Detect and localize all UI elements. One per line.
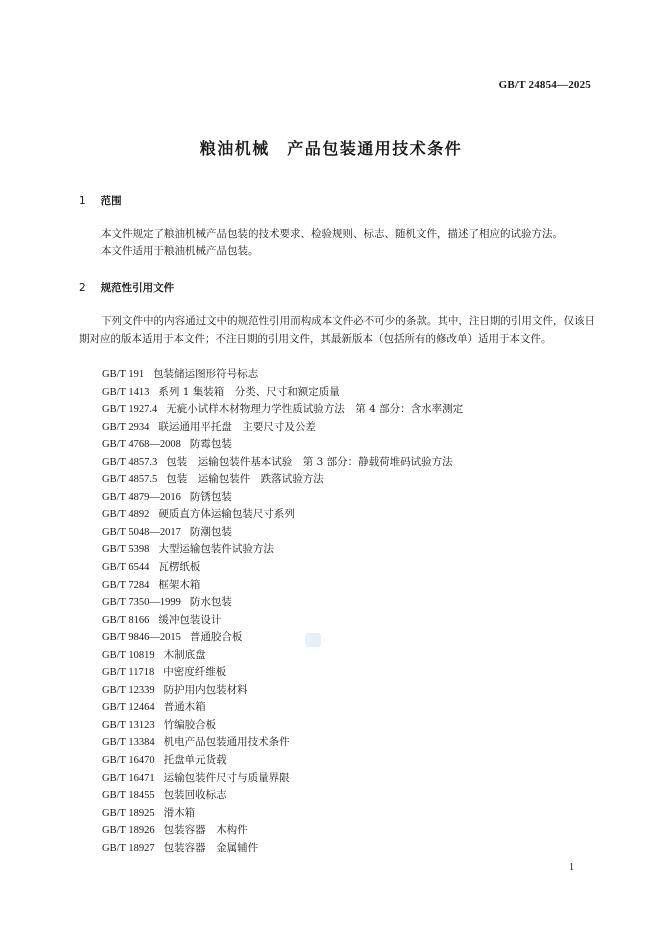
reference-title: 硬质直方体运输包装尺寸系列 — [158, 508, 295, 521]
reference-item — [102, 541, 463, 559]
section-1-title: 范围 — [100, 195, 122, 207]
reference-item — [102, 594, 463, 612]
reference-item — [102, 401, 463, 419]
reference-item — [102, 506, 463, 524]
reference-item — [102, 436, 463, 454]
reference-item — [102, 577, 463, 595]
reference-code: GB/T 13384 — [102, 737, 155, 749]
reference-title: 系列 1 集装箱 分类、尺寸和额定质量 — [158, 385, 340, 398]
reference-title: 中密度纤维板 — [163, 666, 227, 679]
reference-title: 防锈包装 — [189, 490, 232, 503]
standard-code: GB/T 24854—2025 — [498, 79, 591, 91]
reference-code: GB/T 9846—2015 — [102, 632, 181, 644]
reference-code: GB/T 4892 — [102, 509, 150, 521]
reference-item — [102, 717, 463, 735]
reference-title: 滑木箱 — [163, 806, 196, 819]
reference-title: 包装 运输包装件基本试验 第 3 部分：静载荷堆码试验方法 — [166, 455, 453, 468]
reference-item — [102, 524, 463, 542]
page-number: 1 — [569, 862, 574, 873]
reference-code: GB/T 11718 — [102, 667, 155, 679]
reference-code: GB/T 18925 — [102, 807, 155, 819]
reference-item — [102, 647, 463, 665]
reference-title: 大型运输包装件试验方法 — [158, 543, 274, 556]
reference-title: 防水包装 — [189, 596, 232, 609]
reference-list — [102, 366, 463, 857]
reference-code: GB/T 191 — [102, 369, 145, 380]
reference-code: GB/T 13123 — [102, 719, 155, 731]
reference-item — [102, 682, 463, 700]
reference-title: 无疵小试样木材物理力学性质试验方法 第 4 部分：含水率测定 — [166, 403, 464, 416]
reference-code: GB/T 18927 — [102, 842, 155, 854]
reference-title: 普通木箱 — [163, 701, 206, 714]
reference-item — [102, 471, 463, 489]
reference-title: 缓冲包装设计 — [158, 613, 222, 626]
reference-code: GB/T 1413 — [102, 386, 150, 398]
reference-title: 防护用内包装材料 — [163, 683, 248, 696]
reference-code: GB/T 7350—1999 — [102, 597, 181, 609]
reference-item — [102, 734, 463, 752]
reference-item — [102, 664, 463, 682]
reference-title: 木制底盘 — [163, 648, 206, 661]
reference-item — [102, 822, 463, 840]
reference-code: GB/T 12339 — [102, 684, 155, 696]
section-2-title: 规范性引用文件 — [100, 282, 175, 294]
section-2-number: 2 — [79, 282, 86, 294]
reference-code: GB/T 16470 — [102, 755, 155, 767]
reference-code: GB/T 5398 — [102, 544, 150, 556]
reference-title: 包装 运输包装件 跌落试验方法 — [166, 473, 324, 486]
reference-title: 运输包装件尺寸与质量界限 — [163, 771, 290, 784]
reference-title: 联运通用平托盘 主要尺寸及公差 — [158, 420, 316, 433]
reference-item — [102, 384, 463, 402]
reference-title: 瓦楞纸板 — [158, 561, 201, 574]
reference-item — [102, 489, 463, 507]
reference-item — [102, 366, 463, 384]
reference-title: 托盘单元货载 — [163, 754, 227, 767]
reference-code: GB/T 4768—2008 — [102, 439, 181, 451]
reference-title: 包装回收标志 — [163, 789, 227, 802]
reference-code: GB/T 4857.3 — [102, 456, 158, 468]
reference-item — [102, 787, 463, 805]
reference-code: GB/T 7284 — [102, 579, 150, 591]
reference-title: 包装容器 金属辅件 — [163, 841, 259, 854]
reference-title: 竹编胶合板 — [163, 718, 217, 731]
reference-code: GB/T 10819 — [102, 649, 155, 661]
reference-item — [102, 840, 463, 858]
reference-title: 包装储运图形符号标志 — [153, 368, 259, 380]
reference-item — [102, 770, 463, 788]
references-intro: 下列文件中的内容通过文中的规范性引用而构成本文件必不可少的条款。其中，注日期的引用文件，仅该日期对应的版本适用于本文件；不注日期的引用文件，其最新版本（包括所有的修改单）适用于本文件。 — [79, 315, 595, 345]
reference-item — [102, 612, 463, 630]
reference-item — [102, 752, 463, 770]
reference-title: 框架木箱 — [158, 578, 201, 591]
reference-code: GB/T 4879—2016 — [102, 491, 181, 503]
reference-item — [102, 559, 463, 577]
reference-item — [102, 699, 463, 717]
reference-code: GB/T 4857.5 — [102, 474, 158, 486]
reference-code: GB/T 16471 — [102, 772, 155, 784]
reference-item — [102, 805, 463, 823]
reference-title: 机电产品包装通用技术条件 — [163, 736, 290, 749]
section-2-heading — [79, 280, 174, 295]
reference-code: GB/T 18455 — [102, 790, 155, 802]
reference-title: 防潮包装 — [189, 525, 232, 538]
reference-code: GB/T 5048—2017 — [102, 526, 181, 538]
reference-item — [102, 419, 463, 437]
reference-title: 防霉包装 — [189, 438, 232, 451]
watermark-logo — [305, 633, 321, 647]
reference-title: 普通胶合板 — [189, 631, 243, 644]
reference-item — [102, 629, 463, 647]
section-1-number: 1 — [79, 195, 86, 207]
reference-code: GB/T 6544 — [102, 562, 150, 574]
reference-item — [102, 454, 463, 472]
section-1-heading — [79, 193, 122, 208]
reference-code: GB/T 8166 — [102, 614, 150, 626]
reference-code: GB/T 2934 — [102, 421, 150, 433]
scope-paragraph-1: 本文件规定了粮油机械产品包装的技术要求、检验规则、标志、随机文件，描述了相应的试验方法。 — [101, 228, 563, 240]
reference-code: GB/T 18926 — [102, 825, 155, 837]
scope-paragraph-2: 本文件适用于粮油机械产品包装。 — [101, 245, 259, 257]
document-title: 粮油机械 产品包装通用技术条件 — [199, 139, 463, 158]
reference-code: GB/T 12464 — [102, 702, 155, 714]
reference-title: 包装容器 木构件 — [163, 824, 248, 837]
reference-code: GB/T 1927.4 — [102, 404, 158, 416]
